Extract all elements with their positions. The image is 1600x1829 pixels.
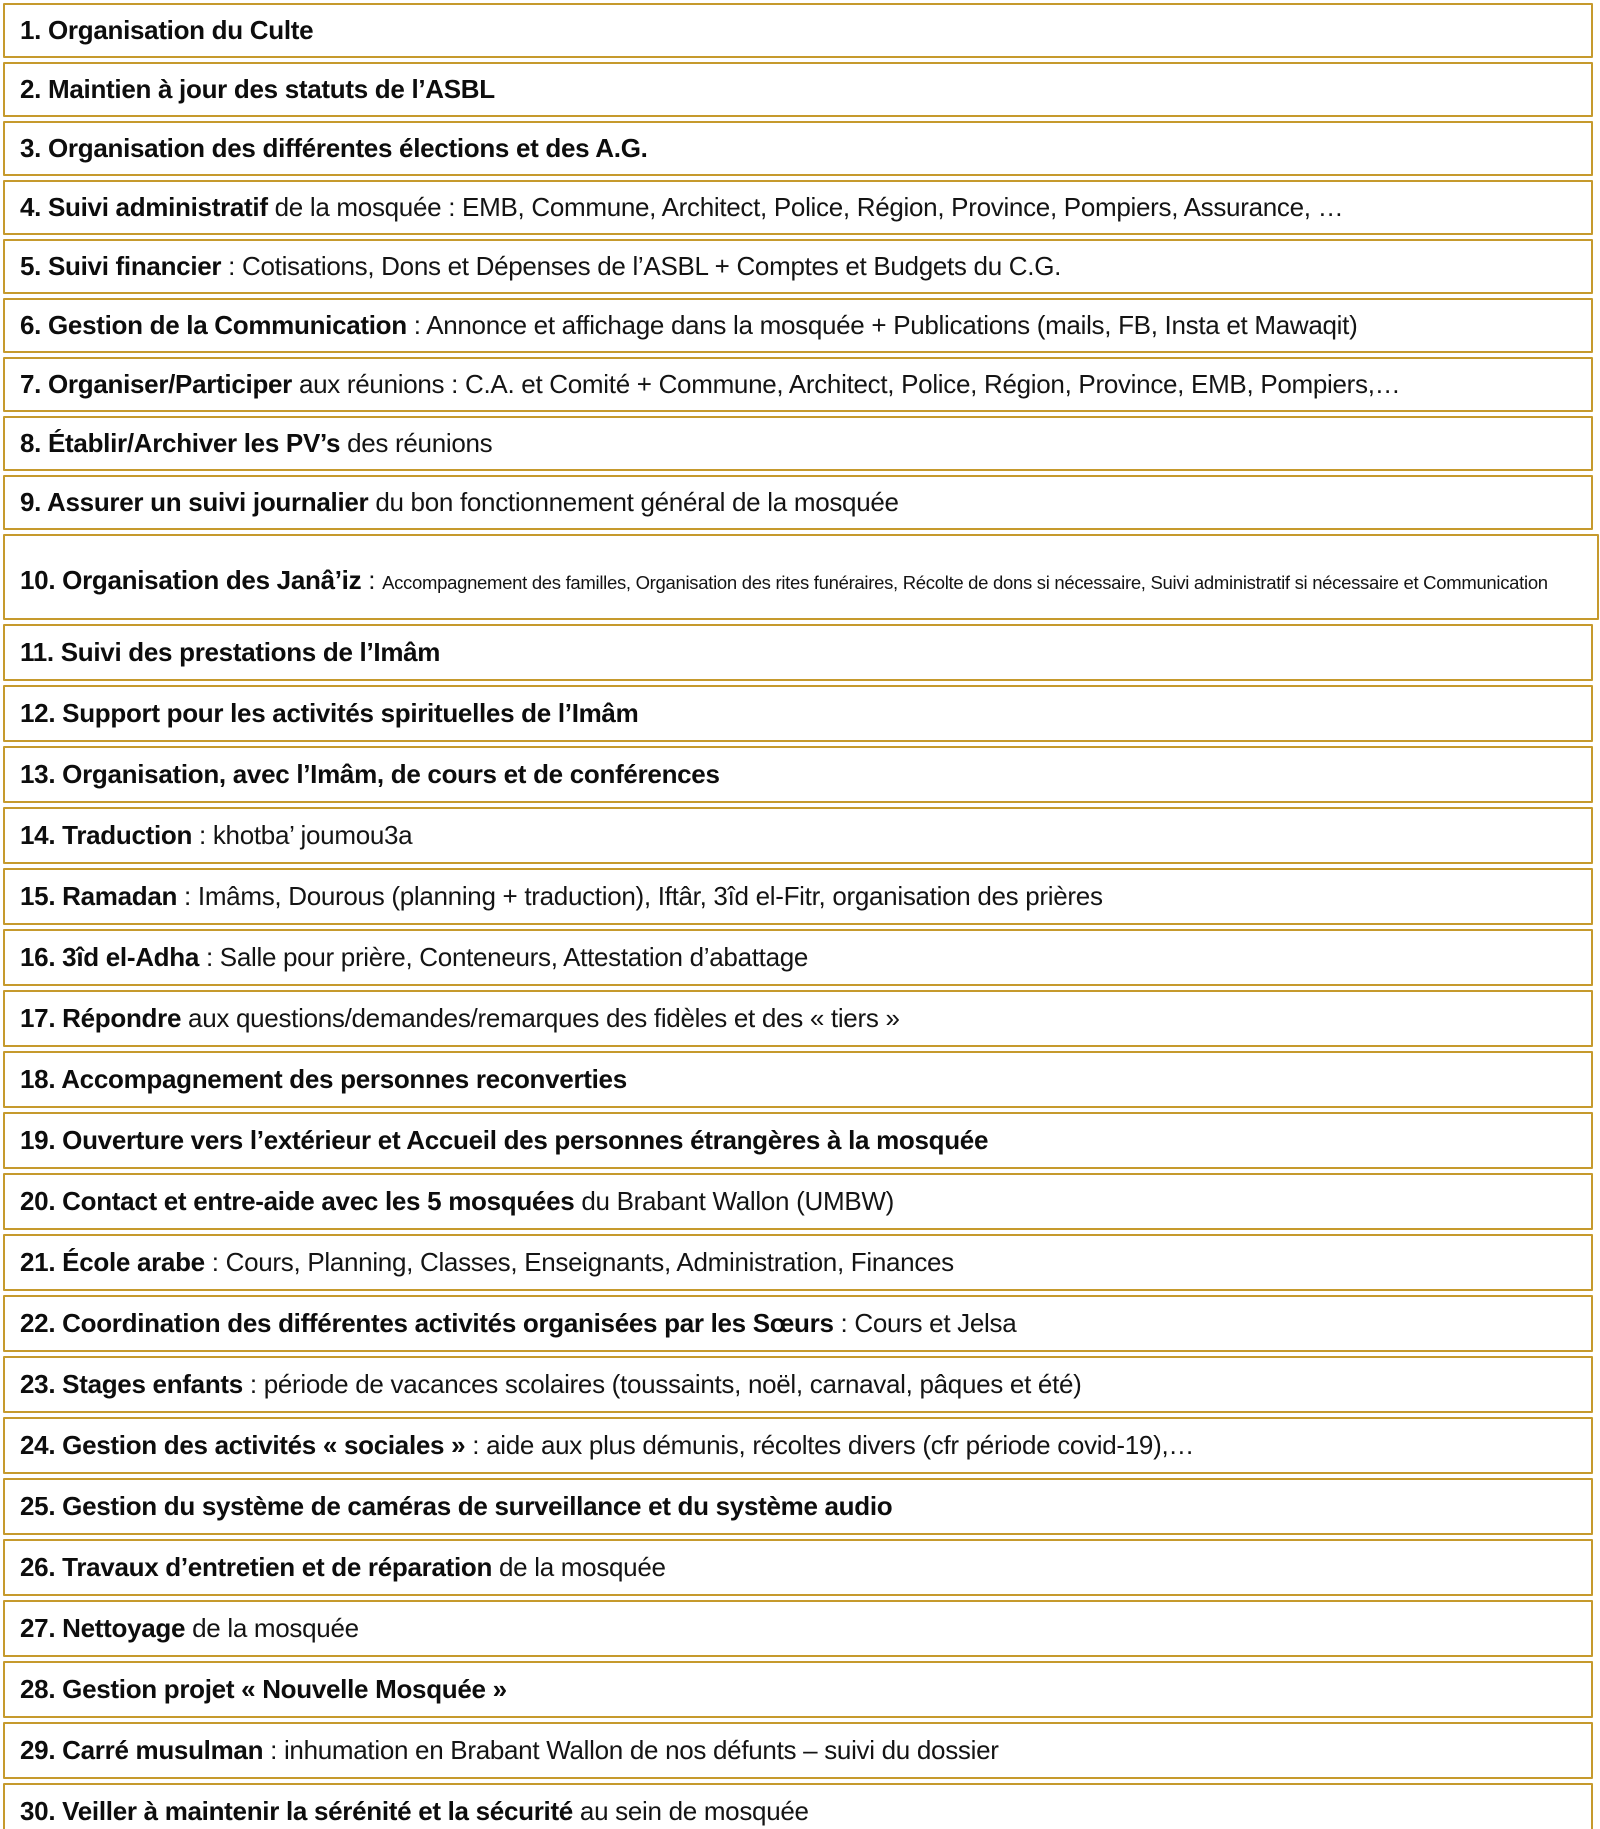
table-row bbox=[3, 1356, 1593, 1413]
row-title: 28. Gestion projet « Nouvelle Mosquée » bbox=[20, 1673, 507, 1704]
row-detail: du bon fonctionnement général de la mosquée bbox=[368, 486, 899, 517]
row-detail: : période de vacances scolaires (toussaints, noël, carnaval, pâques et été) bbox=[242, 1368, 1082, 1399]
row-title: 19. Ouverture vers l’extérieur et Accueil des personnes étrangères à la mosquée bbox=[20, 1124, 989, 1155]
table-row bbox=[3, 868, 1593, 925]
row-title: 16. 3îd el-Adha bbox=[20, 941, 199, 972]
row-title: 20. Contact et entre-aide avec les 5 mosquées bbox=[20, 1185, 575, 1216]
table-row bbox=[3, 1234, 1593, 1291]
row-detail: : Annonce et affichage dans la mosquée + Publications (mails, FB, Insta et Mawaqit) bbox=[406, 309, 1358, 340]
row-detail: de la mosquée : EMB, Commune, Architect, Police, Région, Province, Pompiers, Assurance, … bbox=[267, 191, 1344, 222]
table-row bbox=[3, 298, 1593, 353]
row-detail: du Brabant Wallon (UMBW) bbox=[574, 1185, 894, 1216]
row-detail: : Cotisations, Dons et Dépenses de l’ASBL + Comptes et Budgets du C.G. bbox=[221, 250, 1062, 281]
table-row bbox=[3, 1722, 1593, 1779]
table-row bbox=[3, 357, 1593, 412]
row-detail: : Cours, Planning, Classes, Enseignants, Administration, Finances bbox=[204, 1246, 954, 1277]
table-row bbox=[3, 1417, 1593, 1474]
row-detail: : Salle pour prière, Conteneurs, Attestation d’abattage bbox=[199, 941, 809, 972]
row-title: 18. Accompagnement des personnes reconverties bbox=[20, 1063, 627, 1094]
row-detail: de la mosquée bbox=[492, 1551, 666, 1582]
row-detail: : inhumation en Brabant Wallon de nos défunts – suivi du dossier bbox=[263, 1734, 999, 1765]
row-title: 30. Veiller à maintenir la sérénité et la sécurité bbox=[20, 1795, 573, 1826]
table-row bbox=[3, 746, 1593, 803]
row-title: 26. Travaux d’entretien et de réparation bbox=[20, 1551, 493, 1582]
row-title: 11. Suivi des prestations de l’Imâm bbox=[20, 636, 441, 667]
row-detail: : Imâms, Dourous (planning + traduction), Iftâr, 3îd el-Fitr, organisation des prières bbox=[177, 880, 1103, 911]
table-row bbox=[3, 1600, 1593, 1657]
row-title: 7. Organiser/Participer bbox=[20, 368, 293, 399]
row-detail: : khotba’ joumou3a bbox=[192, 819, 413, 850]
table-row bbox=[3, 685, 1593, 742]
row-title: 9. Assurer un suivi journalier bbox=[20, 486, 369, 517]
row-title: 2. Maintien à jour des statuts de l’ASBL bbox=[20, 73, 495, 104]
row-title: 23. Stages enfants bbox=[20, 1368, 243, 1399]
table-row bbox=[3, 929, 1593, 986]
row-detail: de la mosquée bbox=[185, 1612, 359, 1643]
row-title: 4. Suivi administratif bbox=[20, 191, 268, 222]
row-title: 6. Gestion de la Communication bbox=[20, 309, 407, 340]
row-title: 14. Traduction bbox=[20, 819, 193, 850]
table-row bbox=[3, 62, 1593, 117]
row-title: 24. Gestion des activités « sociales » bbox=[20, 1429, 466, 1460]
table-row bbox=[3, 1661, 1593, 1718]
row-detail: aux réunions : C.A. et Comité + Commune, Architect, Police, Région, Province, EMB, Pompiers,… bbox=[292, 368, 1401, 399]
table-row bbox=[3, 1295, 1593, 1352]
table-row bbox=[3, 1539, 1593, 1596]
table-row bbox=[3, 624, 1593, 681]
row-detail: aux questions/demandes/remarques des fidèles et des « tiers » bbox=[181, 1002, 900, 1033]
table-row bbox=[3, 1478, 1593, 1535]
row-title: 22. Coordination des différentes activités organisées par les Sœurs bbox=[20, 1307, 834, 1338]
row-title: 5. Suivi financier bbox=[20, 250, 222, 281]
row-title: 25. Gestion du système de caméras de surveillance et du système audio bbox=[20, 1490, 893, 1521]
row-detail: au sein de mosquée bbox=[572, 1795, 809, 1826]
table-row bbox=[3, 534, 1599, 620]
table-row bbox=[3, 180, 1593, 235]
table-row bbox=[3, 990, 1593, 1047]
row-title: 10. Organisation des Janâ’iz bbox=[20, 565, 362, 596]
row-detail: : bbox=[361, 565, 383, 596]
row-title: 27. Nettoyage bbox=[20, 1612, 186, 1643]
row-title: 29. Carré musulman bbox=[20, 1734, 264, 1765]
table-row bbox=[3, 1112, 1593, 1169]
row-title: 12. Support pour les activités spirituelles de l’Imâm bbox=[20, 697, 639, 728]
table-row bbox=[3, 1783, 1593, 1829]
row-detail: : aide aux plus démunis, récoltes divers (cfr période covid-19),… bbox=[465, 1429, 1195, 1460]
table-row bbox=[3, 475, 1593, 530]
table-row bbox=[3, 807, 1593, 864]
table-row bbox=[3, 1173, 1593, 1230]
row-title: 15. Ramadan bbox=[20, 880, 178, 911]
row-title: 8. Établir/Archiver les PV’s bbox=[20, 427, 341, 458]
table-row bbox=[3, 3, 1593, 58]
table-row bbox=[3, 1051, 1593, 1108]
row-title: 3. Organisation des différentes élections et des A.G. bbox=[20, 132, 648, 163]
table-row bbox=[3, 239, 1593, 294]
table-row bbox=[3, 416, 1593, 471]
row-detail-small: Accompagnement des familles, Organisation des rites funéraires, Récolte de dons si nécessaire, Suivi administratif si nécessaire et Communication bbox=[382, 572, 1548, 594]
row-title: 17. Répondre bbox=[20, 1002, 182, 1033]
table-row bbox=[3, 121, 1593, 176]
row-title: 21. École arabe bbox=[20, 1246, 205, 1277]
row-title: 1. Organisation du Culte bbox=[20, 14, 314, 45]
row-detail: : Cours et Jelsa bbox=[833, 1307, 1017, 1338]
row-title: 13. Organisation, avec l’Imâm, de cours et de conférences bbox=[20, 758, 720, 789]
row-detail: des réunions bbox=[340, 427, 493, 458]
